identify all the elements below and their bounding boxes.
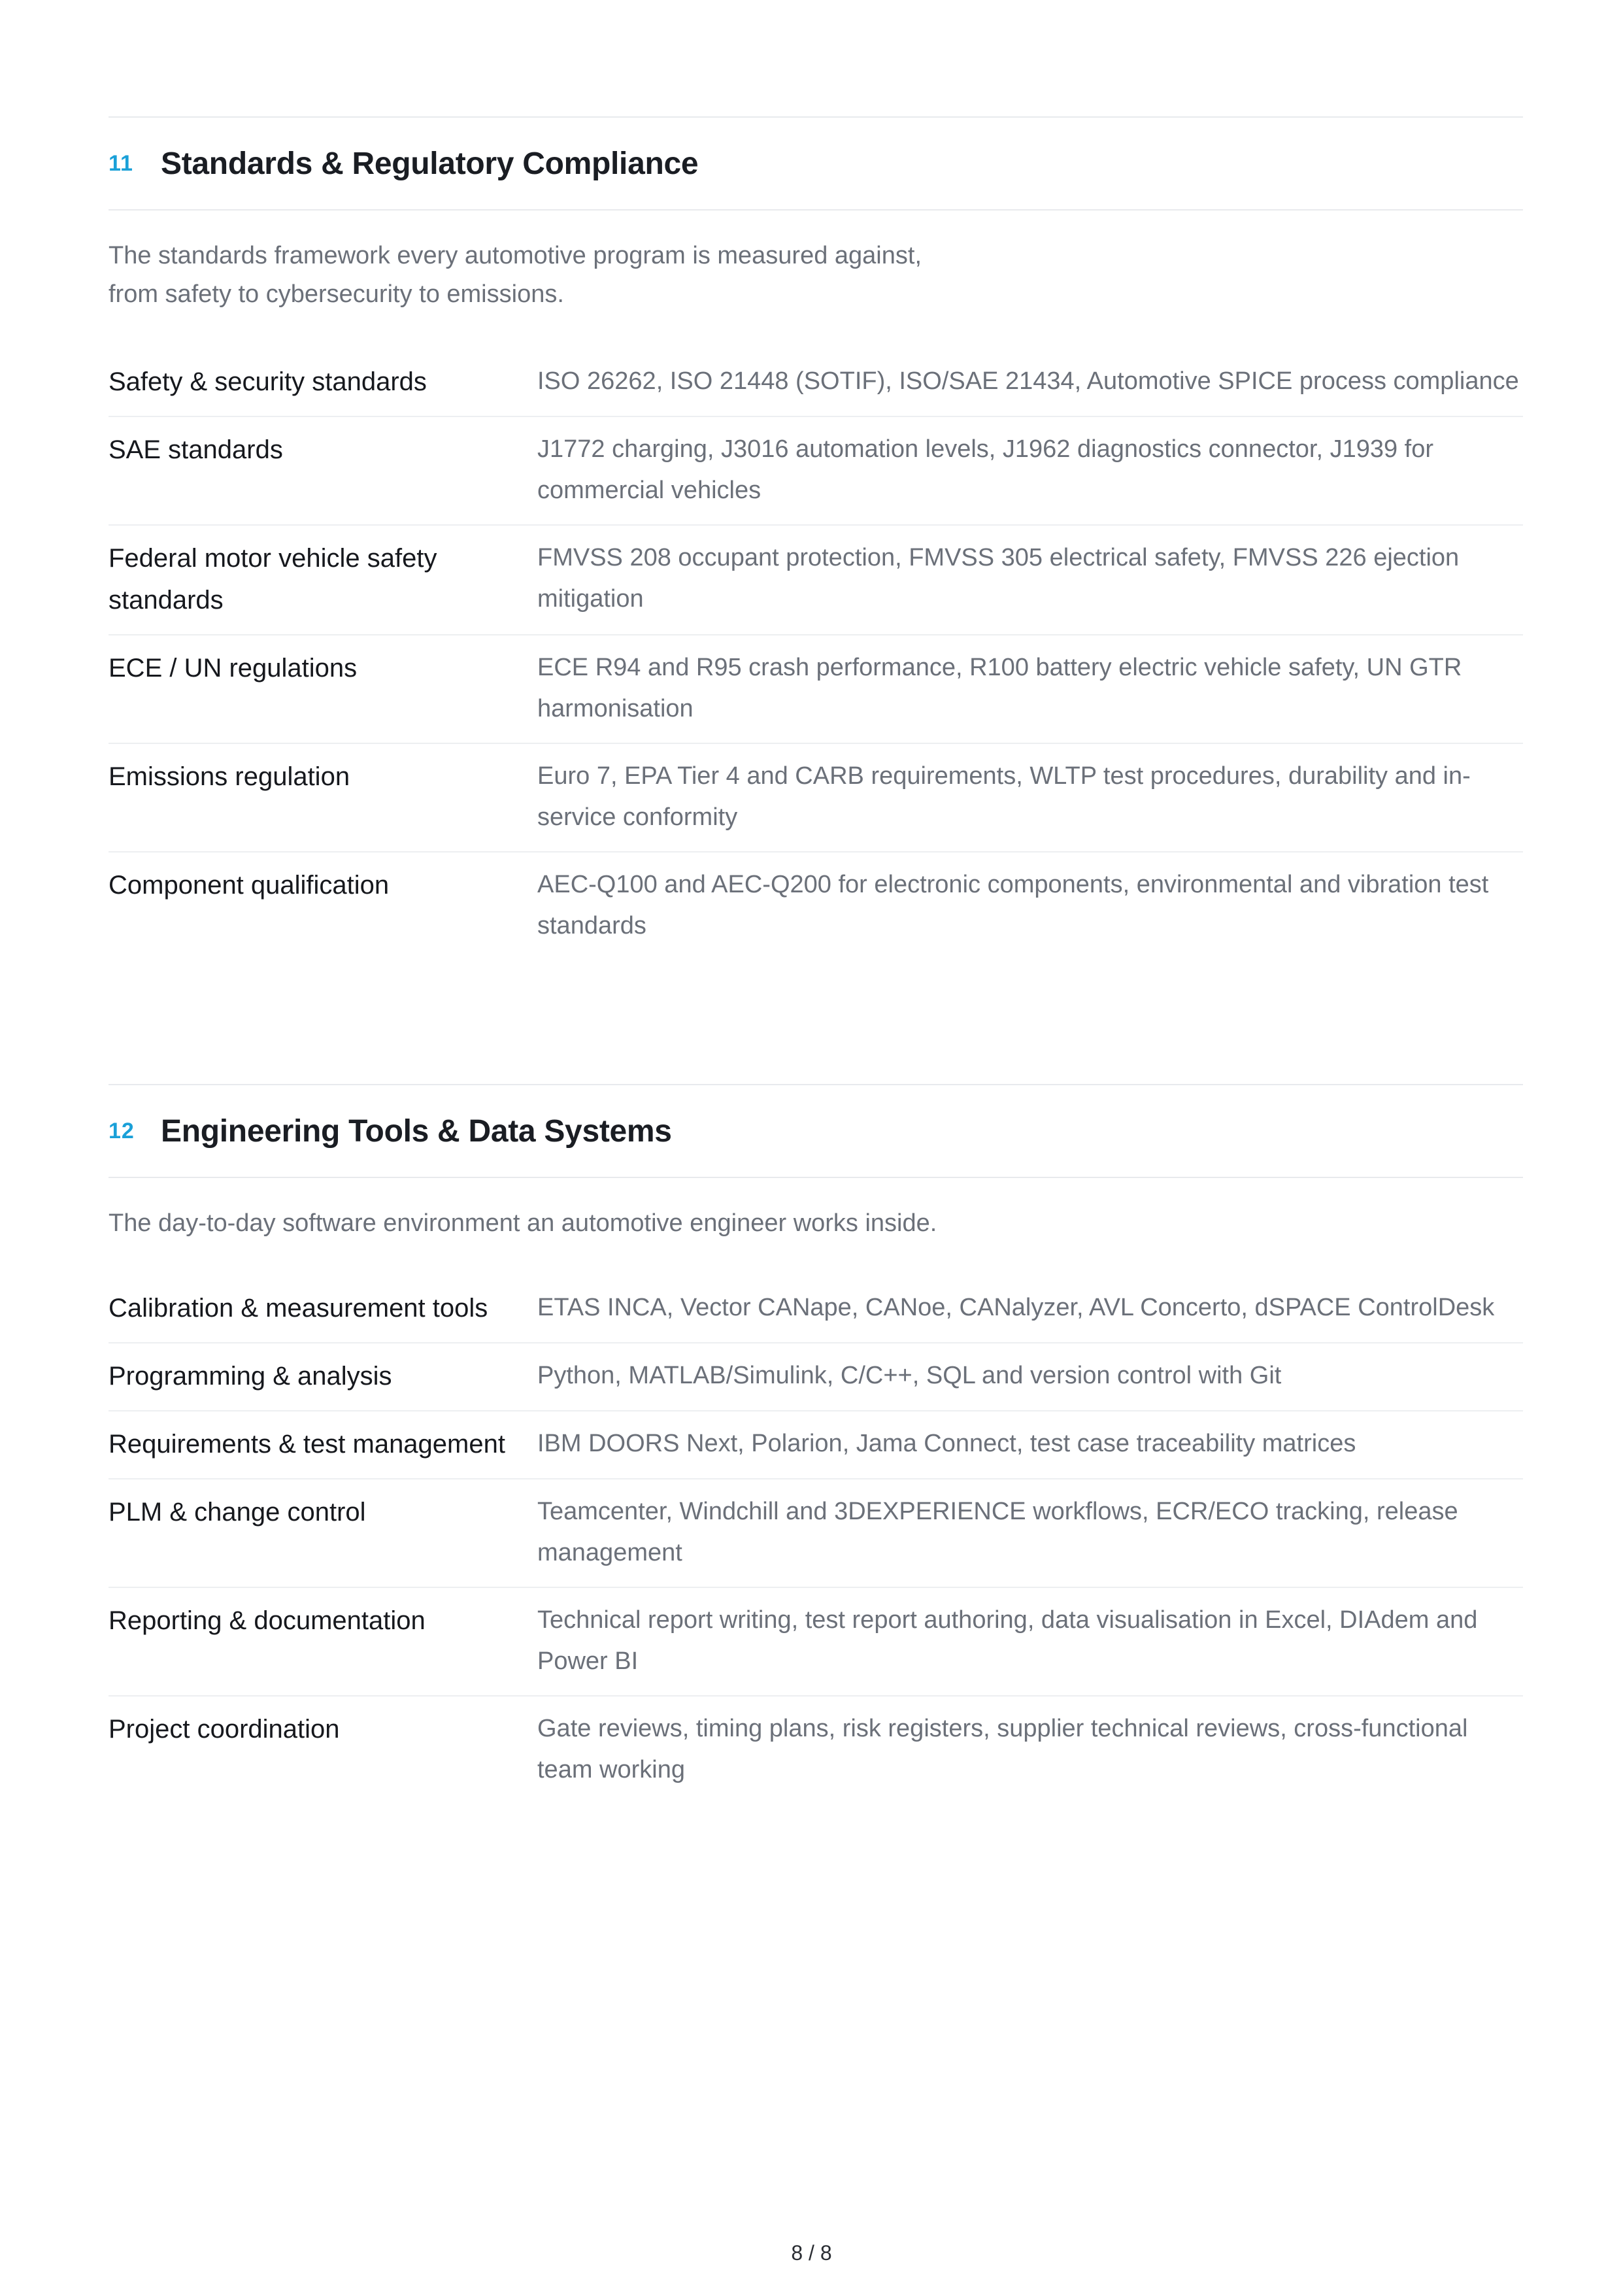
row-label: PLM & change control [109, 1498, 366, 1527]
row-label: SAE standards [109, 435, 283, 464]
row-value: IBM DOORS Next, Polarion, Jama Connect, test case traceability matrices [537, 1430, 1356, 1457]
spec-table [109, 1275, 1523, 1804]
row-value: Python, MATLAB/Simulink, C/C++, SQL and version control with Git [537, 1362, 1282, 1389]
section-engineering-tools [109, 1084, 1523, 1804]
table-row [109, 1411, 1523, 1479]
row-label: Programming & analysis [109, 1362, 392, 1391]
spec-table [109, 349, 1523, 960]
section-intro [109, 1204, 1024, 1243]
row-label: Reporting & documentation [109, 1606, 426, 1635]
table-row [109, 1588, 1523, 1697]
intro-text: The day-to-day software environment an automotive engineer works inside. [109, 1209, 937, 1237]
row-value: Euro 7, EPA Tier 4 and CARB requirements, WLTP test procedures, durability and in-service conformity [537, 762, 1471, 831]
row-value: Gate reviews, timing plans, risk registers, supplier technical reviews, cross-functional team working [537, 1715, 1468, 1783]
section-header [109, 1085, 1523, 1178]
row-label: Component qualification [109, 871, 390, 900]
page-number: 8 / 8 [791, 2241, 832, 2265]
row-value: ISO 26262, ISO 21448 (SOTIF), ISO/SAE 21434, Automotive SPICE process compliance [537, 367, 1519, 395]
row-label: Project coordination [109, 1715, 340, 1744]
row-label: Requirements & test management [109, 1430, 505, 1459]
document-page [109, 0, 1523, 2296]
row-value: Teamcenter, Windchill and 3DEXPERIENCE workflows, ECR/ECO tracking, release management [537, 1498, 1458, 1566]
table-row [109, 349, 1523, 417]
table-row [109, 853, 1523, 960]
section-standards [109, 116, 1523, 960]
table-row [109, 635, 1523, 744]
row-value: Technical report writing, test report authoring, data visualisation in Excel, DIAdem and Power BI [537, 1606, 1478, 1675]
table-row [109, 1479, 1523, 1588]
section-title: Engineering Tools & Data Systems [161, 1113, 672, 1149]
section-number: 12 [109, 1118, 135, 1143]
section-header [109, 118, 1523, 211]
row-label: Safety & security standards [109, 367, 427, 396]
row-value: ETAS INCA, Vector CANape, CANoe, CANalyzer, AVL Concerto, dSPACE ControlDesk [537, 1294, 1495, 1321]
row-label: Emissions regulation [109, 762, 350, 791]
section-title: Standards & Regulatory Compliance [161, 146, 699, 181]
row-value: AEC-Q100 and AEC-Q200 for electronic components, environmental and vibration test standards [537, 871, 1489, 939]
row-value: FMVSS 208 occupant protection, FMVSS 305 electrical safety, FMVSS 226 ejection mitigation [537, 544, 1460, 613]
row-value: ECE R94 and R95 crash performance, R100 battery electric vehicle safety, UN GTR harmonisation [537, 654, 1462, 722]
row-value: J1772 charging, J3016 automation levels, J1962 diagnostics connector, J1939 for commercial vehicles [537, 435, 1434, 504]
row-label: ECE / UN regulations [109, 654, 358, 683]
table-row [109, 526, 1523, 635]
row-label: Calibration & measurement tools [109, 1294, 488, 1323]
table-row [109, 744, 1523, 853]
section-number: 11 [109, 150, 133, 176]
table-row [109, 1697, 1523, 1804]
table-row [109, 1275, 1523, 1343]
section-intro [109, 237, 1024, 314]
table-row [109, 1343, 1523, 1411]
intro-text: The standards framework every automotive program is measured against, from safety to cybersecurity to emissions. [109, 242, 922, 308]
table-row [109, 417, 1523, 526]
row-label: Federal motor vehicle safety standards [109, 544, 437, 615]
